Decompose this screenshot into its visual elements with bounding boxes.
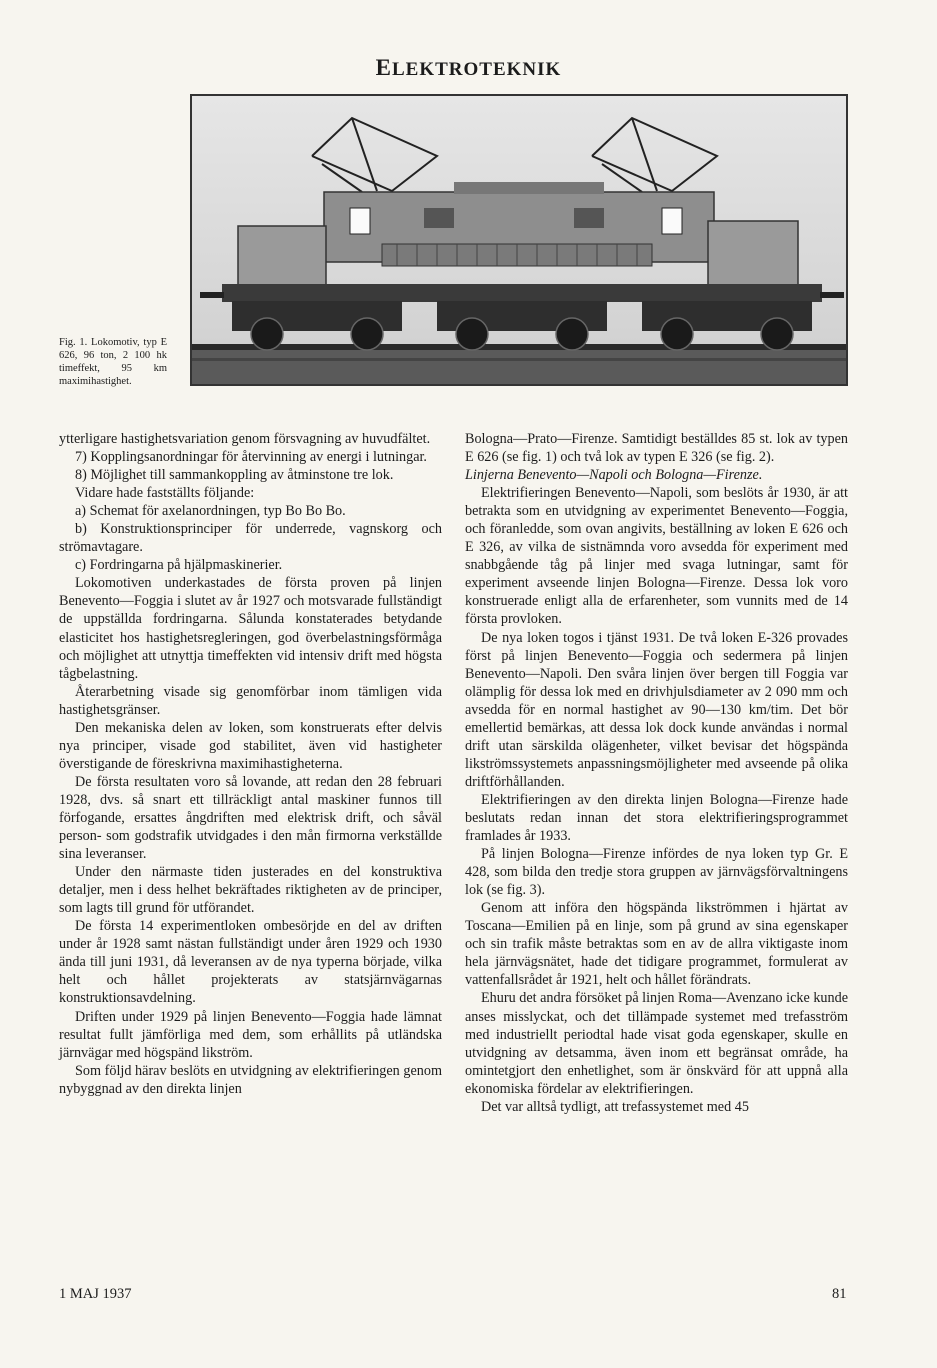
header-title: LEKTROTEKNIK [392,59,562,80]
paragraph: a) Schemat för axelanordningen, typ Bo Bo Bo. [75,503,346,520]
paragraph: På linjen Bologna—Firenze infördes de nya loken typ Gr. E 428, som bilda den tredje stora gruppen av järnvägsförvaltningens lok (se fig. 3). [465,846,848,899]
paragraph: De nya loken togos i tjänst 1931. De två loken E-326 provades först på linjen Benevento—Foggia och sedermera på linjen Benevento—Napoli. Den svåra linjen över bergen till Foggia var olämplig för dessa lok med en drivhjulsdiameter av 2 090 mm och avsedda för en normal hastighet av 90—130 km/tim. Det bör emellertid bemärkas, att dessa lok dock kunde användas i normal drift utan särskilda olägenheter, vilket bevisar det högspända likströmssystemets anpassningsmöjligheter med avseende på olika driftförhållanden. [465,629,848,790]
paragraph: Under den närmaste tiden justerades en del konstruktiva detaljer, men i dess helhet bekräftades riktigheten av de principer, som lagts till grund för utförandet. [59,864,442,917]
paragraph: Vidare hade fastställts följande: [75,485,255,502]
paragraph: Elektrifieringen av den direkta linjen Bologna—Firenze hade beslutats redan innan det stora elektrifieringsprogrammet framlades år 1933. [465,791,848,845]
paragraph: Som följd härav beslöts en utvidgning av elektrifieringen genom nybyggnad av den direkta linjen [59,1062,442,1097]
paragraph: Bologna—Prato—Firenze. Samtidigt beställdes 85 st. lok av typen E 626 (se fig. 1) och två lok av typen E 326 (se fig. 2). [465,431,848,466]
locomotive-photo [190,94,848,386]
section-heading: Linjerna Benevento—Napoli och Bologna—Firenze. [465,467,763,484]
paragraph: 8) Möjlighet till sammankoppling av åtminstone tre lok. [75,467,394,484]
paragraph: c) Fordringarna på hjälpmaskinerier. [75,557,283,574]
paragraph: Ehuru det andra försöket på linjen Roma—Avenzano icke kunde anses misslyckat, och det tillämpade systemet med trefasström med industriellt periodtal hade visat goda egenskaper, skulle en utvidgning av detsamma, även inom ett begränsat område, ha omintetgjort den enhetlighet, som är önskvärd för att uppnå alla ekonomiska fördelar av elektrifieringen. [465,990,848,1097]
figure-caption: Fig. 1. Lokomotiv, typ E 626, 96 ton, 2 100 hk timeffekt, 95 km maximihastighet. [59,337,167,387]
page-header [0,55,937,81]
footer-date: 1 MAJ 1937 [59,1286,132,1302]
paragraph: Det var alltså tydligt, att trefassystemet med 45 [481,1098,749,1115]
header-initial: E [375,55,392,80]
paragraph: Den mekaniska delen av loken, som konstruerats efter delvis nya principer, visade god stabilitet, även vid hastigheter överstigande de föreskrivna maximihastigheterna. [59,719,442,772]
page-number: 81 [832,1286,847,1302]
paragraph: Lokomotiven underkastades de första proven på linjen Benevento—Foggia i slutet av år 1927 och motsvarade fullständigt de uppställda fordringarna. Sålunda konstaterades betydande elasticitet hos hastighetsregleringen, god överbelastningsförmåga och möjlighet att utnyttja timeffekten vid intensiv drift med högsta tågbelastning. [59,575,442,682]
locomotive-illustration [192,96,846,384]
paragraph: De första 14 experimentloken ombesörjde en del av driften under år 1928 samt nästan fullständigt under åren 1929 och 1930 ända till juni 1931, då leveransen av de nya typerna började, vilka helt och hållet projekterats av statsjärnvägarnas konstruktionsavdelning. [59,918,442,1007]
right-column [465,430,848,1116]
paragraph: Elektrifieringen Benevento—Napoli, som beslöts år 1930, är att betrakta som en utvidgning av experimentet Benevento—Foggia, och föranledde, som ovan angivits, beställning av loken E 626 och E 326, av vilka de sistnämnda voro avsedda för experiment med snabbgående tåg på linjer med svaga lutningar, samt för experiment avseende linjen Bologna—Firenze. Dessa lok voro konstruerade enligt alla de erfarenheter, som vunnits med de 14 första provloken. [465,485,848,628]
paragraph: b) Konstruktionsprinciper för underrede, vagnskorg och strömavtagare. [59,521,442,556]
paragraph: Driften under 1929 på linjen Benevento—Foggia hade lämnat resultat fullt jämförliga med dem, som erhållits på utländska järnvägar med högspänd likström. [59,1008,442,1061]
paragraph: De första resultaten voro så lovande, att redan den 28 februari 1928, dvs. så snart ett tillräckligt antal maskiner funnos till förfogande, ersattes ångdriften med elektrisk drift, och såväl person- som godstrafik utvidgades i den mån firmorna verkställde sina leveranser. [59,773,442,863]
paragraph: Genom att införa den högspända likströmmen i hjärtat av Toscana—Emilien på en linje, som på grund av sina egenskaper och sin trafik måste betraktas som en av de allra viktigaste inom hela järnvägsnätet, hade det tidigare programmet, formulerat av vattenfallsrådet år 1921, helt och hållet förändrats. [465,900,848,989]
left-column [59,430,442,1098]
paragraph: ytterligare hastighetsvariation genom försvagning av huvudfältet. [59,431,431,447]
paragraph: Återarbetning visade sig genomförbar inom tämligen vida hastighetsgränser. [59,683,442,718]
paragraph: 7) Kopplingsanordningar för återvinning av energi i lutningar. [75,449,427,466]
